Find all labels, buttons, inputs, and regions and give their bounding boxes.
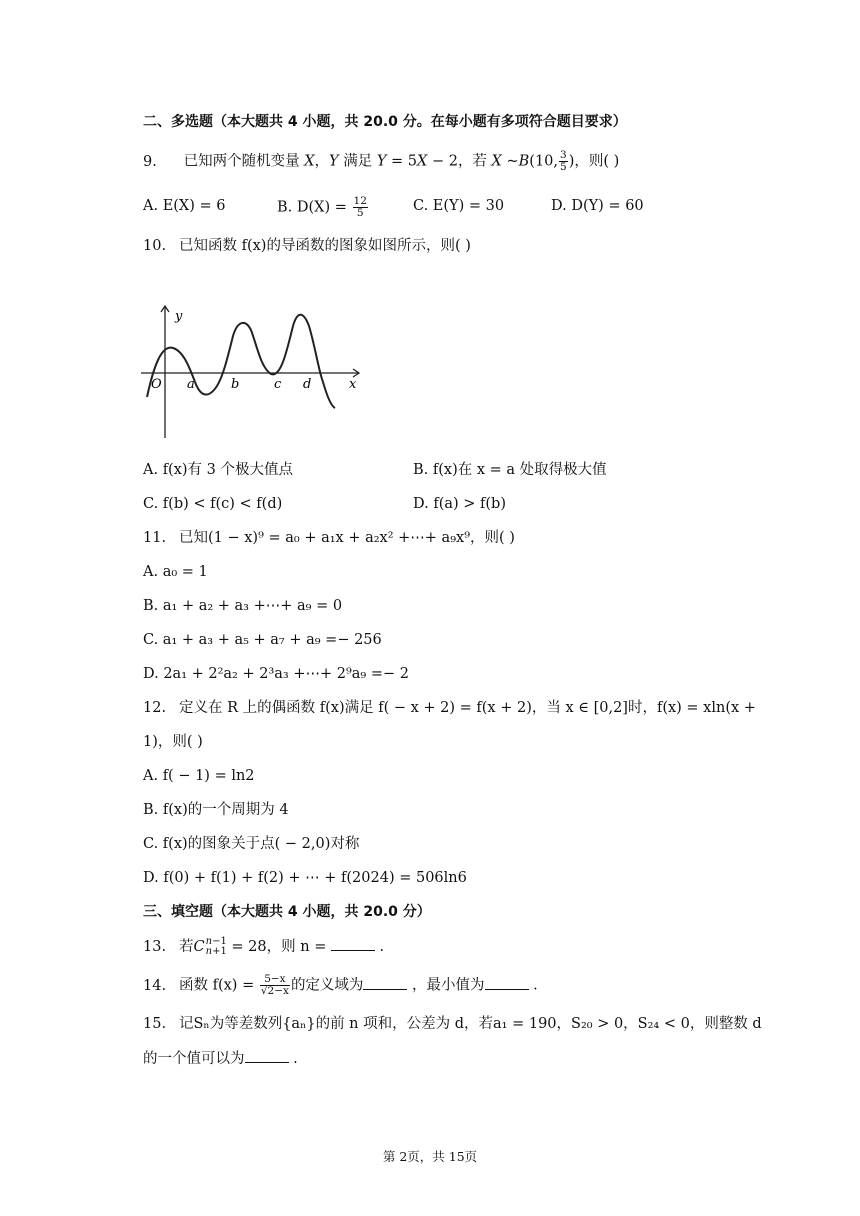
answer-blank[interactable] [245, 1048, 289, 1063]
question-9-stem: 9. 已知两个随机变量 X，Y 满足 Y = 5X − 2，若 X ~B(10, $\frac{3}{5}$ )，则( ) [143, 149, 620, 173]
question-11-option-c: C. a₁ + a₃ + a₅ + a₇ + a₉ =− 256 [143, 632, 382, 648]
question-11-option-b: B. a₁ + a₂ + a₃ +⋯+ a₉ = 0 [143, 598, 343, 614]
section-heading-multiple-choice: 二、多选题（本大题共 4 小题，共 20.0 分。在每小题有多项符合题目要求） [143, 114, 627, 130]
question-14-stem: 14. 函数 f(x) = $\frac{5-x}{√2-x}$ 的定义域为 ，最小值为 . [143, 973, 538, 997]
derivative-curve [147, 315, 335, 408]
question-15-stem-line1: 15. 记Sₙ为等差数列{aₙ}的前 n 项和，公差为 d，若a₁ = 190，S₂₀ > 0，S₂₄ < 0，则整数 d [143, 1016, 762, 1032]
question-9-option-a: A. E(X) = 6 [143, 198, 226, 214]
fraction: $\frac{12}{5}$ [353, 195, 367, 219]
graph-label-d: d [303, 377, 312, 392]
question-number: 13. [143, 939, 167, 955]
question-9-option-d: D. D(Y) = 60 [551, 198, 644, 214]
graph-label-x: x [349, 377, 357, 392]
question-9-option-c: C. E(Y) = 30 [413, 198, 505, 214]
question-9-option-b: B. D(X) = $\frac{12}{5}$ [277, 195, 367, 219]
question-number: 12. [143, 700, 167, 716]
question-11-option-a: A. a₀ = 1 [143, 564, 208, 580]
graph-label-c: c [274, 377, 282, 392]
graph-label-origin: O [151, 377, 162, 392]
graph-label-b: b [231, 377, 240, 392]
question-12-option-d: D. f(0) + f(1) + f(2) + ⋯ + f(2024) = 506ln6 [143, 870, 467, 886]
question-12-option-c: C. f(x)的图象关于点( − 2,0)对称 [143, 836, 360, 852]
question-15-stem-line2: 的一个值可以为 . [143, 1048, 298, 1069]
question-10-stem: 10. 已知函数 f(x)的导函数的图象如图所示，则( ) [143, 238, 471, 254]
question-11-stem: 11. 已知(1 − x)⁹ = a₀ + a₁x + a₂x² +⋯+ a₉x⁹，则( ) [143, 530, 515, 546]
question-number: 10. [143, 238, 167, 254]
question-12-option-a: A. f( − 1) = ln2 [143, 768, 255, 784]
question-12-stem-line2: 1)，则( ) [143, 734, 203, 750]
question-number: 15. [143, 1016, 167, 1032]
question-13-stem: 13. 若C n−1 n+1 = 28，则 n = . [143, 936, 385, 957]
answer-blank-minimum[interactable] [485, 975, 529, 990]
question-10-option-a: A. f(x)有 3 个极大值点 [143, 462, 293, 478]
fraction: $\frac{5-x}{√2-x}$ [260, 973, 289, 997]
question-12-option-b: B. f(x)的一个周期为 4 [143, 802, 289, 818]
fraction: $\frac{3}{5}$ [560, 149, 567, 173]
question-12-stem-line1: 12. 定义在 R 上的偶函数 f(x)满足 f( − x + 2) = f(x + 2)，当 x ∈ [0,2]时，f(x) = xln(x + [143, 700, 756, 716]
graph-label-a: a [187, 377, 195, 392]
graph-label-y: y [175, 309, 183, 324]
question-number: 14. [143, 977, 167, 994]
page-footer: 第 2页，共 15页 [382, 1149, 478, 1164]
question-10-option-b: B. f(x)在 x = a 处取得极大值 [413, 462, 607, 478]
question-number: 9. [143, 153, 157, 170]
question-11-option-d: D. 2a₁ + 2²a₂ + 2³a₃ +⋯+ 2⁹a₉ =− 2 [143, 666, 409, 682]
combination-indices: n−1 n+1 [205, 936, 227, 957]
section-heading-fill-in: 三、填空题（本大题共 4 小题，共 20.0 分） [143, 904, 431, 920]
question-number: 11. [143, 530, 167, 546]
derivative-graph-figure [137, 300, 377, 445]
question-10-option-c: C. f(b) < f(c) < f(d) [143, 496, 283, 512]
question-10-option-d: D. f(a) > f(b) [413, 496, 506, 512]
answer-blank-domain[interactable] [363, 975, 407, 990]
answer-blank[interactable] [331, 936, 375, 951]
